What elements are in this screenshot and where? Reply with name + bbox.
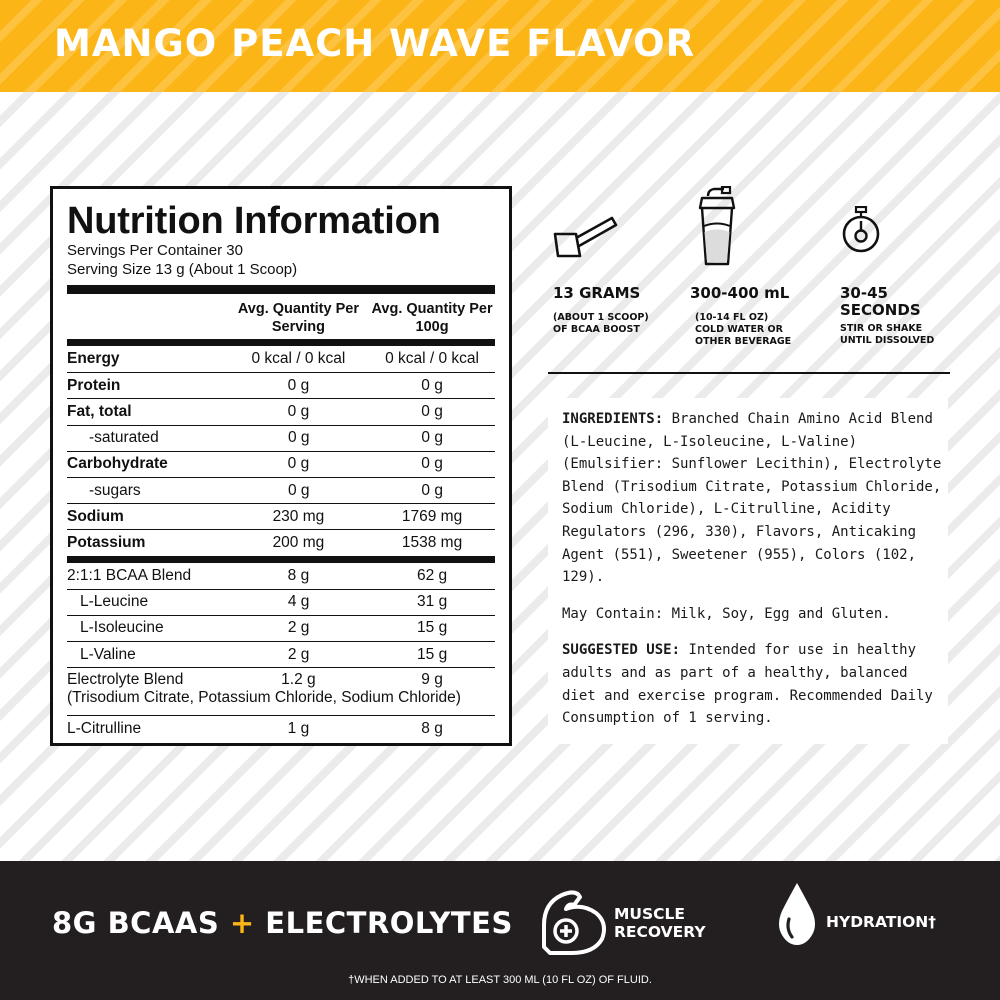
per-serving-value: 0 g	[287, 455, 310, 473]
flavor-title: MANGO PEACH WAVE FLAVOR	[54, 22, 696, 65]
per-serving-value: 230 mg	[272, 507, 325, 525]
nutrient-name: L-Citrulline	[67, 719, 142, 737]
per-serving-value: 2 g	[287, 619, 310, 637]
suggested-use-text: Intended for use in healthy adults and as part of a healthy, balanced diet and exercise program. Recommended Daily Consumption of 1 serving.	[562, 642, 933, 727]
per-100g-value: 8 g	[421, 719, 443, 737]
suggested-use-label: SUGGESTED USE:	[562, 642, 681, 659]
table-row	[67, 529, 495, 555]
per-100g-value: 0 g	[421, 376, 443, 394]
nutrient-name: Energy	[67, 350, 120, 368]
water-drop-icon	[776, 881, 818, 951]
nutrition-panel	[50, 186, 512, 746]
footnote: †WHEN ADDED TO AT LEAST 300 ML (10 FL OZ) OF FLUID.	[348, 974, 652, 986]
nutrient-name: Carbohydrate	[67, 455, 168, 473]
nutrient-name: Potassium	[67, 533, 146, 551]
per-serving-value: 2 g	[287, 645, 310, 663]
claim-electrolytes: ELECTROLYTES	[265, 906, 513, 940]
per-100g-value: 1769 mg	[401, 507, 463, 525]
per-serving-value: 4 g	[287, 593, 310, 611]
claim-plus: +	[229, 906, 255, 940]
nutrient-name: Sodium	[67, 507, 124, 525]
servings-per-container: Servings Per Container 30	[67, 242, 243, 259]
per-serving-value: 0 g	[287, 376, 310, 394]
table-row	[67, 451, 495, 477]
allergens-text: May Contain: Milk, Soy, Egg and Gluten.	[562, 605, 891, 622]
muscle-recovery-label	[614, 905, 706, 941]
step-detail: OTHER BEVERAGE	[695, 336, 792, 347]
bottom-bar	[0, 861, 1000, 1000]
nutrient-name: 2:1:1 BCAA Blend	[67, 566, 192, 584]
suggested-use-paragraph	[562, 639, 948, 729]
per-100g-value: 0 g	[421, 481, 443, 499]
muscle-arm-icon	[536, 885, 610, 961]
per-100g-value: 0 g	[421, 402, 443, 420]
nutrient-name: -sugars	[89, 481, 141, 499]
nutrient-name: Electrolyte Blend	[67, 671, 184, 689]
nutrient-name: L-Isoleucine	[80, 619, 164, 637]
ingredients-panel	[548, 398, 948, 744]
step-amount: 300-400 mL	[690, 284, 790, 302]
table-row	[67, 589, 495, 615]
col-per-serving: Avg. Quantity Per Serving	[237, 301, 359, 335]
flavor-banner	[0, 0, 1000, 92]
table-row	[67, 477, 495, 503]
ingredients-label: INGREDIENTS:	[562, 411, 664, 427]
per-serving-value: 200 mg	[272, 533, 325, 551]
table-row	[67, 346, 495, 372]
per-100g-value: 0 kcal / 0 kcal	[385, 350, 479, 368]
table-row	[67, 563, 495, 589]
step-amount: 30-45	[840, 284, 888, 302]
directions-steps	[548, 186, 950, 374]
table-row	[67, 503, 495, 529]
step-detail: (ABOUT 1 SCOOP)	[553, 312, 649, 323]
muscle-recovery-line1: MUSCLE	[614, 905, 686, 923]
per-serving-value: 1.2 g	[281, 671, 316, 689]
per-serving-value: 0 g	[287, 481, 310, 499]
step-detail: UNTIL DISSOLVED	[840, 335, 935, 346]
step-detail: STIR OR SHAKE	[840, 323, 923, 334]
per-100g-value: 62 g	[416, 566, 448, 584]
muscle-recovery-line2: RECOVERY	[614, 923, 706, 941]
table-row	[67, 398, 495, 424]
nutrient-name: Protein	[67, 376, 121, 394]
per-serving-value: 8 g	[287, 566, 310, 584]
claim-bcaas: 8G BCAAS	[52, 906, 220, 940]
step-detail: COLD WATER OR	[695, 324, 783, 335]
divider-header	[67, 339, 495, 346]
table-row	[67, 372, 495, 398]
per-serving-value: 0 g	[287, 402, 310, 420]
column-header	[67, 294, 495, 339]
per-100g-value: 15 g	[417, 645, 448, 663]
nutrient-name: L-Leucine	[80, 593, 149, 611]
per-100g-value: 15 g	[417, 619, 448, 637]
per-serving-value: 0 g	[287, 429, 310, 447]
shaker-icon	[694, 186, 740, 272]
step-detail: OF BCAA BOOST	[553, 324, 640, 335]
per-100g-value: 0 g	[421, 455, 443, 473]
per-100g-value: 9 g	[421, 671, 443, 689]
ingredients-paragraph	[562, 408, 948, 589]
divider-blend	[67, 556, 495, 563]
per-serving-value: 1 g	[287, 719, 310, 737]
electrolyte-blend-detail: (Trisodium Citrate, Potassium Chloride, Sodium Chloride)	[67, 689, 461, 707]
table-row	[67, 641, 495, 667]
nutrient-name: Fat, total	[67, 402, 132, 420]
hydration-label: HYDRATION†	[826, 913, 937, 931]
ingredients-text: Branched Chain Amino Acid Blend (L-Leucine, L-Isoleucine, L-Valine) (Emulsifier: Sunflower Lecithin), Electrolyte Blend (Trisodium Citrate, Potassium Chloride, Sodium Chloride), L-Citrulline, Acidity Regulators (296, 330), Flavors, Anticaking Agent (551), Sweetener (955), Colors (102, 129).	[562, 411, 942, 586]
per-100g-value: 0 g	[421, 429, 443, 447]
step-detail: (10-14 FL OZ)	[695, 312, 769, 323]
table-row	[67, 667, 495, 715]
nutrient-name: -saturated	[89, 429, 159, 447]
table-row	[67, 715, 495, 741]
serving-size: Serving Size 13 g (About 1 Scoop)	[67, 261, 298, 278]
nutrition-title: Nutrition Information	[67, 200, 441, 242]
step-amount: 13 GRAMS	[553, 284, 641, 302]
per-serving-value: 0 kcal / 0 kcal	[251, 350, 346, 368]
table-row	[67, 615, 495, 641]
scoop-icon	[552, 212, 618, 266]
stopwatch-icon	[840, 206, 884, 260]
per-100g-value: 31 g	[417, 593, 448, 611]
per-100g-value: 1538 mg	[401, 533, 463, 551]
divider-thick	[67, 285, 495, 294]
nutrient-name: L-Valine	[80, 645, 136, 663]
table-row	[67, 425, 495, 451]
step-amount-unit: SECONDS	[840, 301, 921, 319]
col-per-100g: Avg. Quantity Per 100g	[371, 301, 493, 335]
bcaa-claim	[52, 906, 513, 940]
